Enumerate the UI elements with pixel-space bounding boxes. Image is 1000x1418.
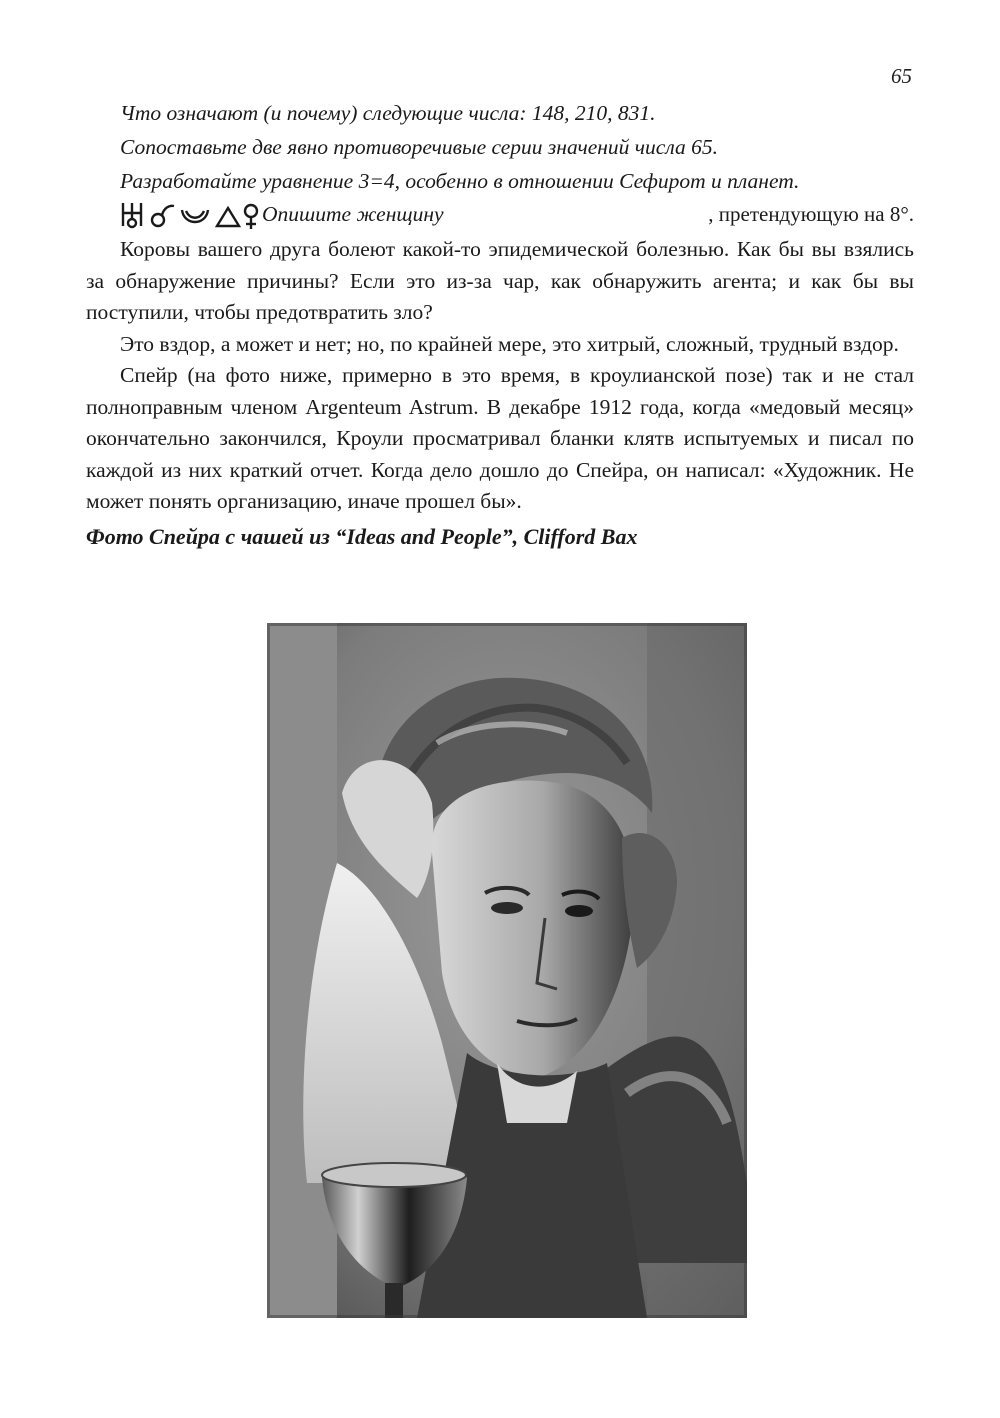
photo-caption: Фото Спейра с чашей из “Ideas and People”, Clifford Bax [86,523,638,549]
describe-woman-text: Опишите женщину [262,202,444,226]
moon-crescent-icon [182,210,208,222]
question-line-2: Сопоставьте две явно противоречивые серии значений числа 65. [120,135,718,159]
question-line-3: Разработайте уравнение 3=4, особенно в отношении Сефирот и планет. [120,169,800,193]
triangle-icon [217,208,239,226]
paragraph-nonsense: Это вздор, а может и нет; но, по крайней мере, это хитрый, сложный, трудный вздор. [120,331,899,356]
uranus-icon [123,203,141,227]
paragraph-cows: Коровы вашего друга болеют какой-то эпидемической болезнью. Как бы вы взялись за обнаружение причины? Если это из-за чар, как обнаружить агента; и как бы вы поступили, чтобы предотвратить зло? [86,237,914,324]
spare-portrait-photo [267,623,747,1318]
taurus-icon [152,206,174,226]
symbols-line [120,198,914,234]
venus-icon [245,205,257,229]
question-line-1: Что означают (и почему) следующие числа: 148, 210, 831. [120,101,656,125]
claiming-8-degree-text: , претендующую на 8°. [708,202,914,226]
page-number: 65 [891,64,912,88]
paragraph-spare: Спейр (на фото ниже, примерно в это время, в кроулианской позе) так и не стал полноправным членом Argenteum Astrum. В декабре 1912 года, когда «медовый месяц» окончательно закончился, Кроули просматривал бланки клятв испытуемых и писал по каждой из них краткий отчет. Когда дело дошло до Спейра, он написал: «Художник. Не может понять организацию, иначе прошел бы». [86,363,914,513]
astrological-symbols [120,200,260,230]
page-content [86,96,914,550]
